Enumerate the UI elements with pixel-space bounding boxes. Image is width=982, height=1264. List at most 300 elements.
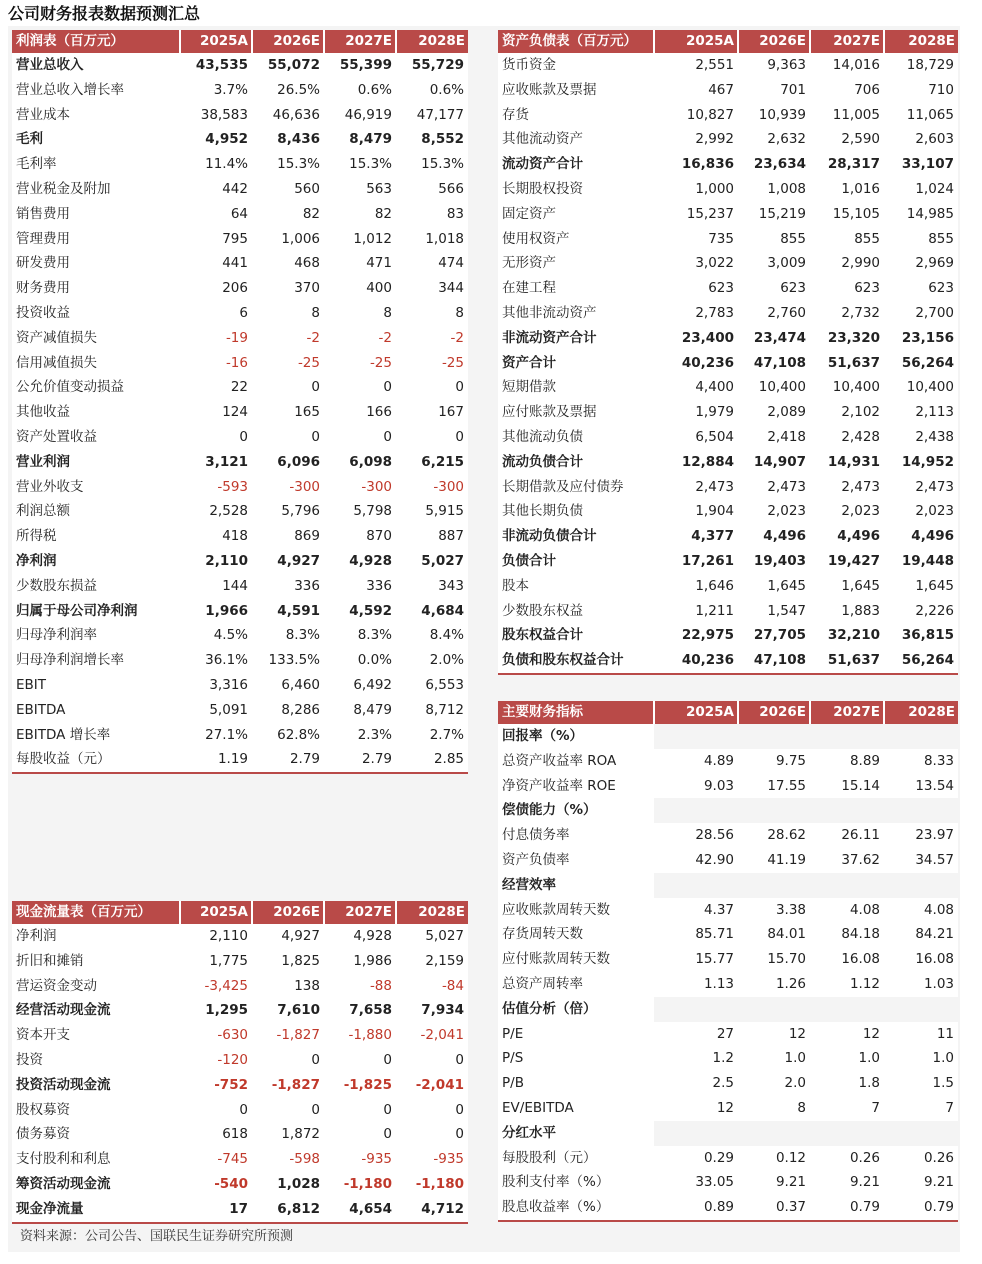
row-label: 股权募资 [12, 1098, 180, 1123]
row-label: 资本开支 [12, 1023, 180, 1048]
value-cell: 4,712 [396, 1197, 468, 1223]
value-cell: 11.4% [180, 152, 252, 177]
table-row [12, 103, 468, 128]
value-cell: 22 [180, 375, 252, 400]
value-cell: 167 [396, 400, 468, 425]
value-cell: 23.97 [884, 823, 958, 848]
value-cell: 4,654 [324, 1197, 396, 1223]
value-cell: 0.79 [884, 1195, 958, 1221]
value-cell: -300 [252, 475, 324, 500]
value-cell: 2,110 [180, 924, 252, 949]
value-cell: 2,760 [738, 301, 810, 326]
value-cell: 46,919 [324, 103, 396, 128]
table-row [12, 400, 468, 425]
row-label: 营运资金变动 [12, 974, 180, 999]
value-cell: 8.33 [884, 749, 958, 774]
value-cell: 1.13 [654, 972, 738, 997]
year-header: 2026E [252, 30, 324, 53]
value-cell: 47,108 [738, 648, 810, 674]
value-cell: 1,008 [738, 177, 810, 202]
value-cell: 23,634 [738, 152, 810, 177]
value-cell: 27 [654, 1022, 738, 1047]
section-row [498, 873, 958, 898]
table-row [498, 947, 958, 972]
row-label: 净资产收益率 ROE [498, 774, 654, 799]
value-cell: 26.11 [810, 823, 884, 848]
row-label: 资产负债率 [498, 848, 654, 873]
value-cell: 38,583 [180, 103, 252, 128]
value-cell: 9.75 [738, 749, 810, 774]
value-cell: 15.3% [396, 152, 468, 177]
value-cell: -2 [396, 326, 468, 351]
value-cell: 2,023 [884, 499, 958, 524]
table-row [12, 425, 468, 450]
row-label: 固定资产 [498, 202, 654, 227]
value-cell: 55,399 [324, 53, 396, 78]
value-cell: -300 [396, 475, 468, 500]
value-cell: 14,016 [810, 53, 884, 78]
row-label: 每股收益（元） [12, 747, 180, 773]
value-cell: 8,436 [252, 127, 324, 152]
value-cell: 166 [324, 400, 396, 425]
value-cell: 1.5 [884, 1071, 958, 1096]
table-row [498, 1146, 958, 1171]
value-cell: 0 [252, 1098, 324, 1123]
value-cell: 869 [252, 524, 324, 549]
value-cell: 33.05 [654, 1170, 738, 1195]
table-row [498, 549, 958, 574]
value-cell: 1,986 [324, 949, 396, 974]
value-cell: 0.26 [810, 1146, 884, 1171]
value-cell: 15,105 [810, 202, 884, 227]
table-row [12, 301, 468, 326]
value-cell: 1.0 [738, 1046, 810, 1071]
value-cell: 1,645 [884, 574, 958, 599]
table-row [12, 723, 468, 748]
table-row [12, 1023, 468, 1048]
value-cell: 4,927 [252, 924, 324, 949]
section-row [498, 798, 958, 823]
table-row [12, 351, 468, 376]
row-label: 长期股权投资 [498, 177, 654, 202]
value-cell: 5,915 [396, 499, 468, 524]
value-cell: 8.4% [396, 623, 468, 648]
value-cell: 1,775 [180, 949, 252, 974]
row-label: 无形资产 [498, 251, 654, 276]
value-cell: 2.3% [324, 723, 396, 748]
value-cell: -752 [180, 1073, 252, 1098]
value-cell: 4,684 [396, 599, 468, 624]
value-cell: 1.0 [884, 1046, 958, 1071]
value-cell: 64 [180, 202, 252, 227]
value-cell: 563 [324, 177, 396, 202]
table-row [12, 974, 468, 999]
row-label: 利润总额 [12, 499, 180, 524]
row-label: 营业利润 [12, 450, 180, 475]
row-label: 股东权益合计 [498, 623, 654, 648]
row-label: 净利润 [12, 549, 180, 574]
table-row [12, 549, 468, 574]
row-label: 营业成本 [12, 103, 180, 128]
value-cell: 0 [396, 375, 468, 400]
table-row [498, 227, 958, 252]
table-header-label: 资产负债表（百万元） [498, 30, 654, 53]
row-label: 应收账款周转天数 [498, 898, 654, 923]
table-row [12, 747, 468, 773]
table-row [498, 1096, 958, 1121]
value-cell: 10,400 [738, 375, 810, 400]
value-cell: 474 [396, 251, 468, 276]
table-row [12, 1048, 468, 1073]
empty-cell [884, 798, 958, 823]
value-cell: 336 [252, 574, 324, 599]
value-cell: -16 [180, 351, 252, 376]
value-cell: 8,479 [324, 127, 396, 152]
table-row [498, 400, 958, 425]
row-label: 公允价值变动损益 [12, 375, 180, 400]
table-row [498, 375, 958, 400]
value-cell: -1,827 [252, 1073, 324, 1098]
value-cell: 710 [884, 78, 958, 103]
row-label: 筹资活动现金流 [12, 1172, 180, 1197]
value-cell: 34.57 [884, 848, 958, 873]
value-cell: 0.0% [324, 648, 396, 673]
value-cell: 9,363 [738, 53, 810, 78]
value-cell: 623 [884, 276, 958, 301]
row-label: 营业总收入 [12, 53, 180, 78]
table-row [12, 475, 468, 500]
year-header: 2027E [810, 30, 884, 53]
row-label: 管理费用 [12, 227, 180, 252]
empty-cell [738, 724, 810, 749]
value-cell: 2,438 [884, 425, 958, 450]
value-cell: -630 [180, 1023, 252, 1048]
value-cell: 1,018 [396, 227, 468, 252]
value-cell: 15,237 [654, 202, 738, 227]
value-cell: 2,990 [810, 251, 884, 276]
value-cell: 467 [654, 78, 738, 103]
value-cell: 6,492 [324, 673, 396, 698]
row-label: 支付股利和利息 [12, 1147, 180, 1172]
value-cell: 2,473 [654, 475, 738, 500]
value-cell: 3,121 [180, 450, 252, 475]
table-row [12, 574, 468, 599]
row-label: 投资 [12, 1048, 180, 1073]
value-cell: 4.5% [180, 623, 252, 648]
empty-cell [738, 997, 810, 1022]
value-cell: 9.21 [738, 1170, 810, 1195]
value-cell: 14,907 [738, 450, 810, 475]
value-cell: 8.3% [324, 623, 396, 648]
value-cell: 27.1% [180, 723, 252, 748]
table-row [12, 78, 468, 103]
value-cell: 46,636 [252, 103, 324, 128]
value-cell: 3,316 [180, 673, 252, 698]
value-cell: -120 [180, 1048, 252, 1073]
row-label: 短期借款 [498, 375, 654, 400]
value-cell: 2,226 [884, 599, 958, 624]
value-cell: 8.3% [252, 623, 324, 648]
value-cell: 4.37 [654, 898, 738, 923]
value-cell: 0 [396, 1098, 468, 1123]
table-row [12, 450, 468, 475]
row-label: 营业税金及附加 [12, 177, 180, 202]
row-label: 销售费用 [12, 202, 180, 227]
row-label: P/B [498, 1071, 654, 1096]
table-row [498, 301, 958, 326]
value-cell: 206 [180, 276, 252, 301]
row-label: 股息收益率（%） [498, 1195, 654, 1221]
row-label: 每股股利（元） [498, 1146, 654, 1171]
value-cell: 706 [810, 78, 884, 103]
value-cell: 418 [180, 524, 252, 549]
value-cell: 2,473 [738, 475, 810, 500]
table-row [12, 648, 468, 673]
value-cell: 6,812 [252, 1197, 324, 1223]
value-cell: 2,473 [810, 475, 884, 500]
value-cell: 6,504 [654, 425, 738, 450]
value-cell: 0.29 [654, 1146, 738, 1171]
value-cell: 1,016 [810, 177, 884, 202]
value-cell: 10,400 [810, 375, 884, 400]
empty-cell [654, 1121, 738, 1146]
table-row [12, 53, 468, 78]
table-row [12, 949, 468, 974]
row-label: 现金净流量 [12, 1197, 180, 1223]
table-row [498, 524, 958, 549]
table-header-label: 利润表（百万元） [12, 30, 180, 53]
table-row [12, 227, 468, 252]
empty-cell [884, 724, 958, 749]
value-cell: 870 [324, 524, 396, 549]
value-cell: 2,603 [884, 127, 958, 152]
value-cell: 4,496 [738, 524, 810, 549]
value-cell: 795 [180, 227, 252, 252]
year-header: 2028E [884, 701, 958, 724]
value-cell: 28.62 [738, 823, 810, 848]
value-cell: 18,729 [884, 53, 958, 78]
value-cell: 1.26 [738, 972, 810, 997]
value-cell: 2,023 [738, 499, 810, 524]
value-cell: 4,928 [324, 924, 396, 949]
value-cell: 2,110 [180, 549, 252, 574]
value-cell: 1,904 [654, 499, 738, 524]
value-cell: 343 [396, 574, 468, 599]
row-label: 流动负债合计 [498, 450, 654, 475]
row-label: 资产合计 [498, 351, 654, 376]
value-cell: 4,400 [654, 375, 738, 400]
value-cell: 1,006 [252, 227, 324, 252]
table-row [12, 1197, 468, 1223]
row-label: 其他流动资产 [498, 127, 654, 152]
value-cell: 133.5% [252, 648, 324, 673]
value-cell: -2 [252, 326, 324, 351]
table-row [12, 698, 468, 723]
value-cell: 8,552 [396, 127, 468, 152]
value-cell: 8 [396, 301, 468, 326]
value-cell: 23,474 [738, 326, 810, 351]
financial-ratios-table [498, 701, 958, 1222]
empty-cell [738, 1121, 810, 1146]
value-cell: 15,219 [738, 202, 810, 227]
value-cell: 855 [738, 227, 810, 252]
value-cell: 1,645 [738, 574, 810, 599]
empty-cell [738, 873, 810, 898]
row-label: 信用减值损失 [12, 351, 180, 376]
value-cell: -25 [324, 351, 396, 376]
value-cell: 37.62 [810, 848, 884, 873]
value-cell: 6,553 [396, 673, 468, 698]
row-label: 所得税 [12, 524, 180, 549]
value-cell: 1.12 [810, 972, 884, 997]
source-note: 资料来源：公司公告、国联民生证券研究所预测 [20, 1229, 294, 1244]
value-cell: 51,637 [810, 648, 884, 674]
value-cell: 15.70 [738, 947, 810, 972]
row-label: 应付账款周转天数 [498, 947, 654, 972]
value-cell: -19 [180, 326, 252, 351]
value-cell: 124 [180, 400, 252, 425]
row-label: 经营活动现金流 [12, 998, 180, 1023]
value-cell: 1,979 [654, 400, 738, 425]
row-label: EBIT [12, 673, 180, 698]
row-label: 投资活动现金流 [12, 1073, 180, 1098]
row-label: 少数股东损益 [12, 574, 180, 599]
value-cell: 2.5 [654, 1071, 738, 1096]
value-cell: -3,425 [180, 974, 252, 999]
value-cell: 7,658 [324, 998, 396, 1023]
value-cell: 85.71 [654, 922, 738, 947]
value-cell: 400 [324, 276, 396, 301]
year-header: 2025A [654, 701, 738, 724]
value-cell: 2.79 [252, 747, 324, 773]
table-row [498, 177, 958, 202]
row-label: 估值分析（倍） [498, 997, 654, 1022]
value-cell: 47,108 [738, 351, 810, 376]
value-cell: 7,610 [252, 998, 324, 1023]
table-row [498, 152, 958, 177]
value-cell: 5,796 [252, 499, 324, 524]
table-row [498, 749, 958, 774]
value-cell: 84.01 [738, 922, 810, 947]
value-cell: 3.38 [738, 898, 810, 923]
table-row [12, 998, 468, 1023]
page-title: 公司财务报表数据预测汇总 [8, 4, 201, 23]
table-row [12, 1098, 468, 1123]
value-cell: 4,952 [180, 127, 252, 152]
value-cell: 12,884 [654, 450, 738, 475]
value-cell: -2 [324, 326, 396, 351]
row-label: P/S [498, 1046, 654, 1071]
value-cell: 344 [396, 276, 468, 301]
row-label: 使用权资产 [498, 227, 654, 252]
row-label: 股本 [498, 574, 654, 599]
value-cell: 8 [252, 301, 324, 326]
year-header: 2026E [738, 30, 810, 53]
value-cell: 0 [252, 1048, 324, 1073]
row-label: 归母净利润增长率 [12, 648, 180, 673]
row-label: 其他非流动资产 [498, 301, 654, 326]
table-row [498, 499, 958, 524]
income-statement-table [12, 30, 468, 774]
value-cell: 7,934 [396, 998, 468, 1023]
table-row [498, 78, 958, 103]
value-cell: 82 [252, 202, 324, 227]
table-row [12, 1122, 468, 1147]
row-label: 付息债务率 [498, 823, 654, 848]
value-cell: 0 [324, 425, 396, 450]
value-cell: 11 [884, 1022, 958, 1047]
value-cell: 19,448 [884, 549, 958, 574]
row-label: 在建工程 [498, 276, 654, 301]
value-cell: 1,295 [180, 998, 252, 1023]
value-cell: 41.19 [738, 848, 810, 873]
value-cell: 4,496 [884, 524, 958, 549]
value-cell: 1,825 [252, 949, 324, 974]
value-cell: 14,952 [884, 450, 958, 475]
value-cell: 8,286 [252, 698, 324, 723]
table-row [498, 599, 958, 624]
value-cell: 84.18 [810, 922, 884, 947]
empty-cell [654, 724, 738, 749]
table-row [12, 177, 468, 202]
value-cell: 4,592 [324, 599, 396, 624]
value-cell: 7 [810, 1096, 884, 1121]
value-cell: 0 [324, 375, 396, 400]
value-cell: 84.21 [884, 922, 958, 947]
value-cell: -2,041 [396, 1073, 468, 1098]
value-cell: 47,177 [396, 103, 468, 128]
table-row [12, 924, 468, 949]
value-cell: 10,400 [884, 375, 958, 400]
value-cell: 2,113 [884, 400, 958, 425]
value-cell: 19,427 [810, 549, 884, 574]
value-cell: 3.7% [180, 78, 252, 103]
value-cell: 2,700 [884, 301, 958, 326]
value-cell: 855 [884, 227, 958, 252]
value-cell: 56,264 [884, 648, 958, 674]
value-cell: 3,022 [654, 251, 738, 276]
value-cell: 4,591 [252, 599, 324, 624]
value-cell: 82 [324, 202, 396, 227]
row-label: 总资产收益率 ROA [498, 749, 654, 774]
table-row [498, 127, 958, 152]
value-cell: 5,091 [180, 698, 252, 723]
section-row [498, 1121, 958, 1146]
value-cell: 28.56 [654, 823, 738, 848]
value-cell: -1,827 [252, 1023, 324, 1048]
row-label: 经营效率 [498, 873, 654, 898]
row-label: 资产减值损失 [12, 326, 180, 351]
table-row [12, 276, 468, 301]
row-label: 存货周转天数 [498, 922, 654, 947]
value-cell: 2,473 [884, 475, 958, 500]
value-cell: -1,180 [396, 1172, 468, 1197]
row-label: 毛利率 [12, 152, 180, 177]
year-header: 2027E [810, 701, 884, 724]
value-cell: 16.08 [884, 947, 958, 972]
table-row [498, 202, 958, 227]
value-cell: 42.90 [654, 848, 738, 873]
value-cell: 2.85 [396, 747, 468, 773]
table-row [498, 450, 958, 475]
value-cell: -300 [324, 475, 396, 500]
cash-flow-table [12, 901, 468, 1224]
table-row [498, 1195, 958, 1221]
table-row [498, 574, 958, 599]
table-row [498, 425, 958, 450]
value-cell: 1,024 [884, 177, 958, 202]
section-row [498, 997, 958, 1022]
